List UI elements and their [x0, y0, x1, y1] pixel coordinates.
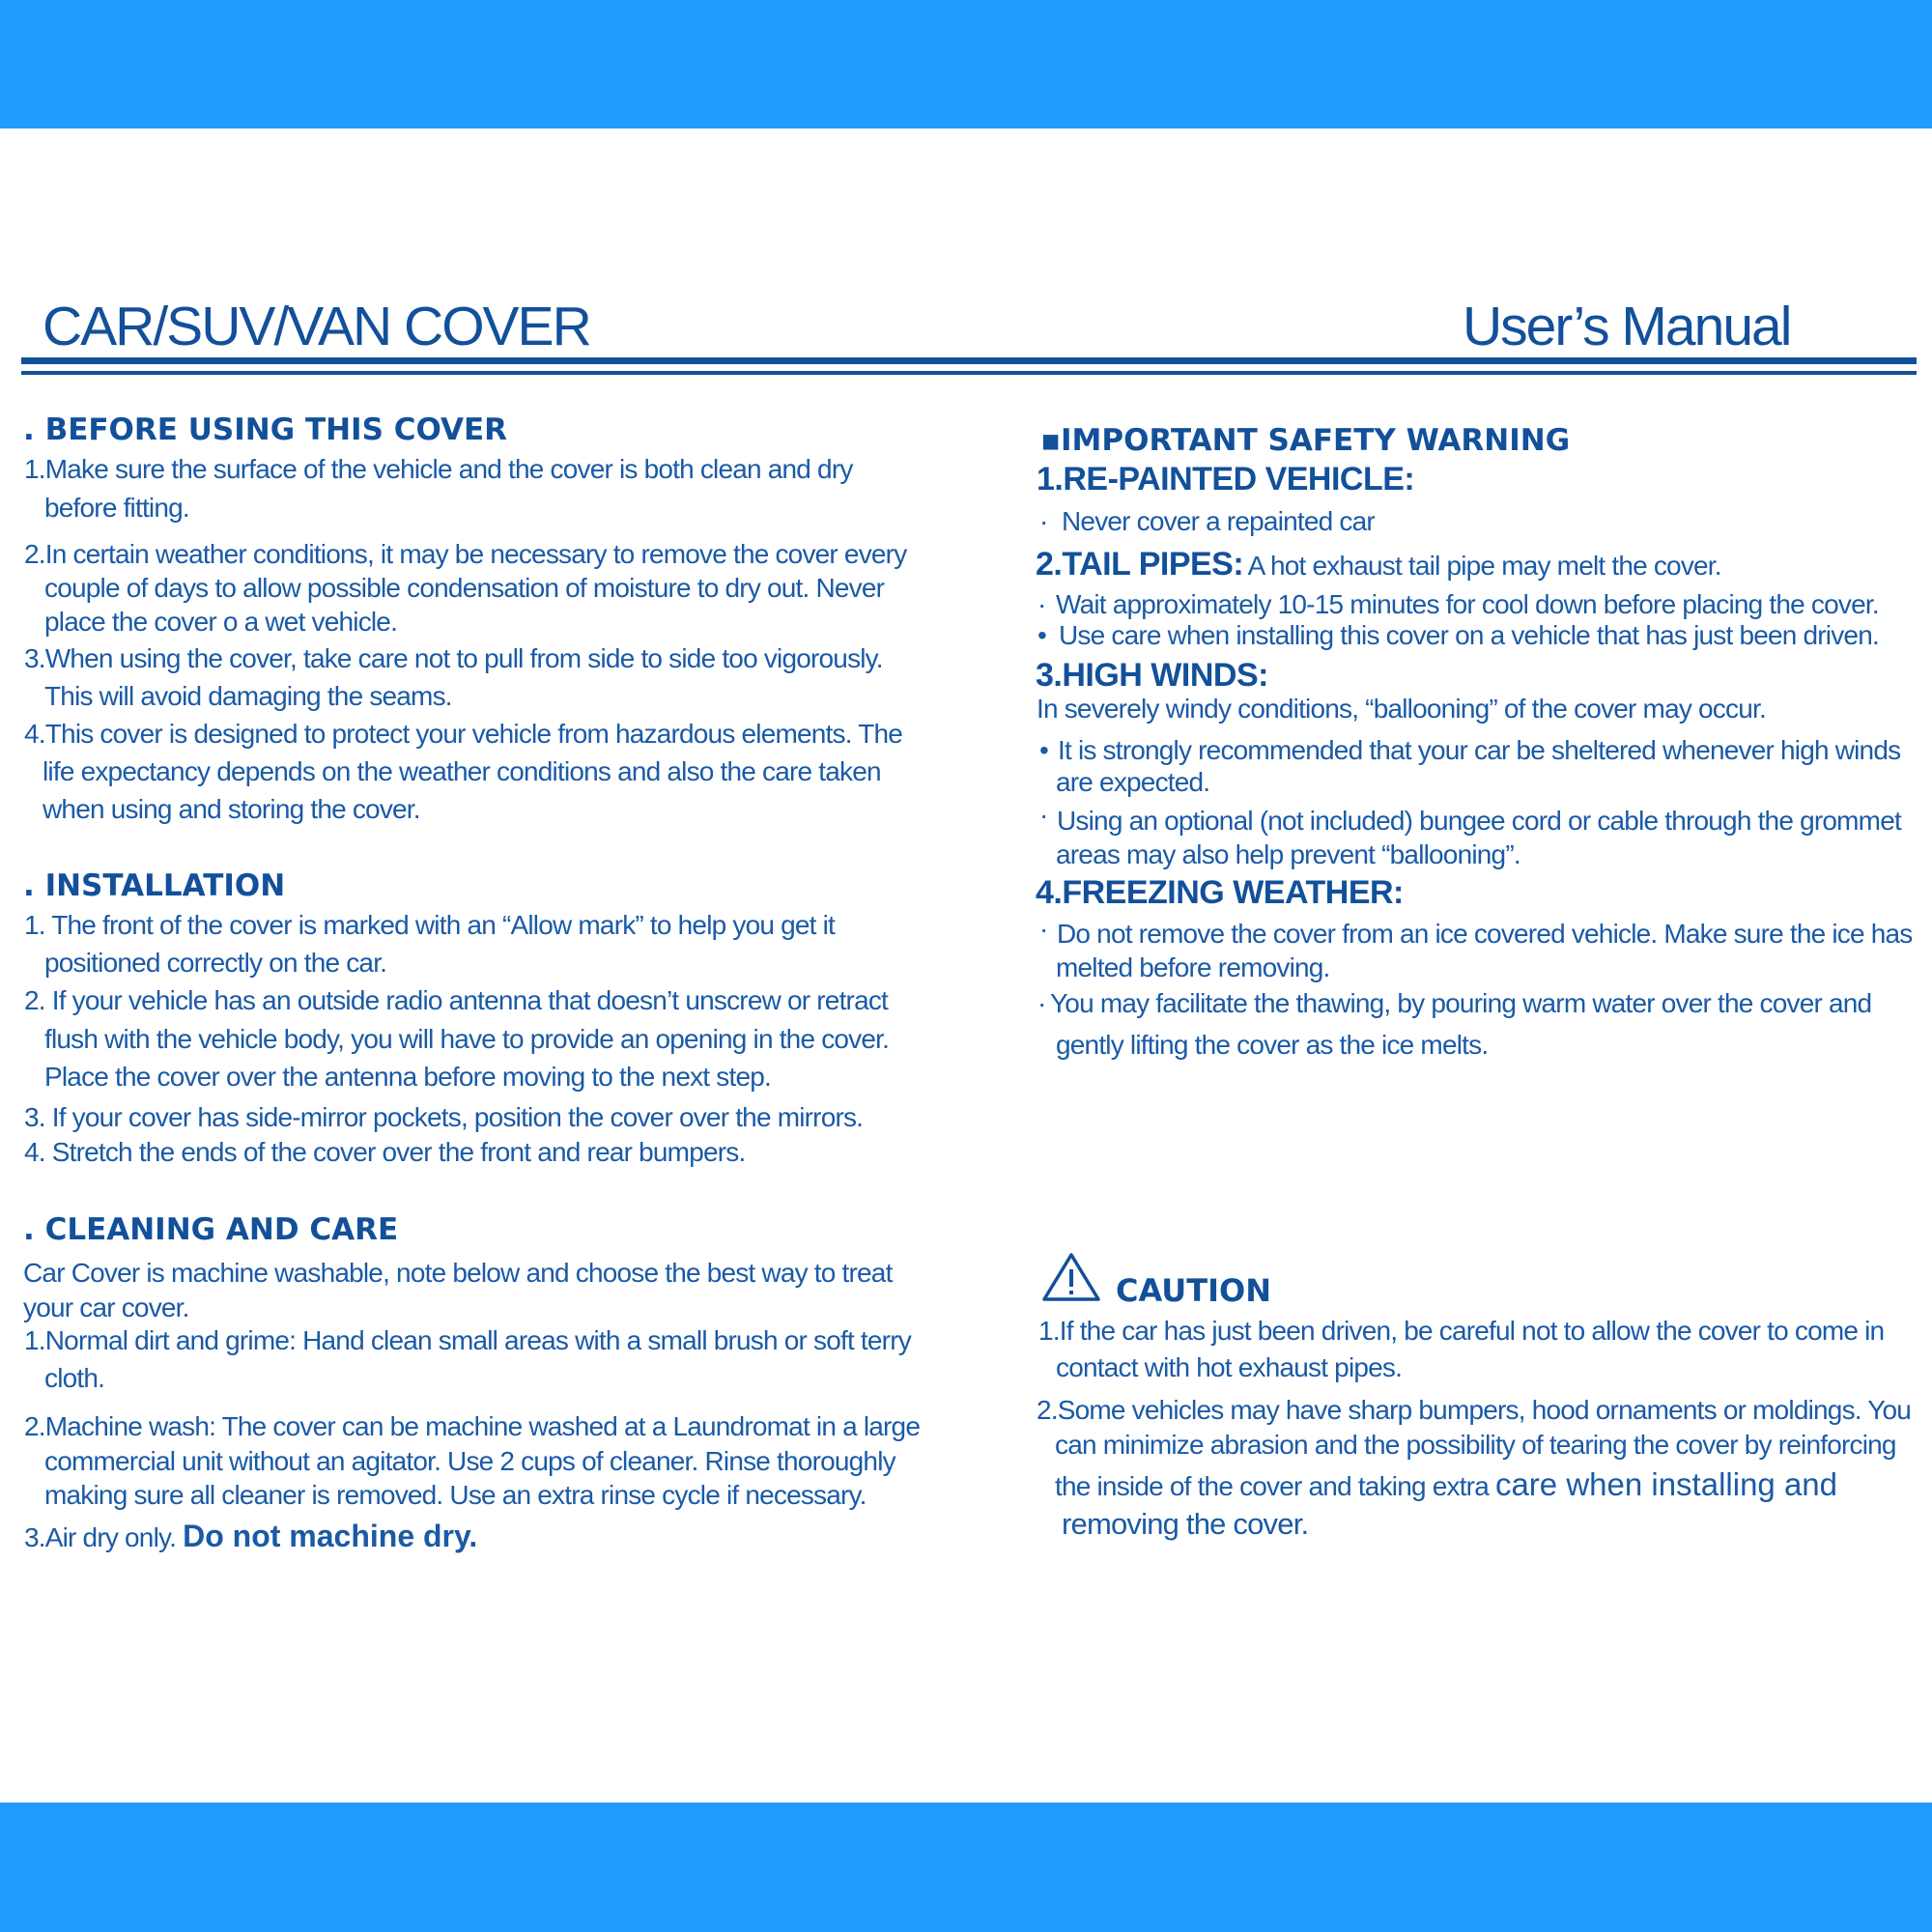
- caution-line-emphasis: care when installing and: [1494, 1466, 1838, 1502]
- bullet-mark: ·: [1039, 506, 1048, 536]
- caution-line: 1.If the car has just been driven, be careful not to allow the cover to come in: [1038, 1316, 1885, 1346]
- tail-pipes-inline: A hot exhaust tail pipe may melt the cover.: [1247, 551, 1721, 581]
- caution-heading: CAUTION: [1116, 1272, 1271, 1309]
- before-using-line: couple of days to allow possible condensation of moisture to dry out. Never: [44, 573, 885, 603]
- cleaning-last-line: [24, 1520, 477, 1551]
- bullet-mark: •: [1037, 620, 1047, 650]
- section-heading-cleaning: . CLEANING AND CARE: [23, 1212, 399, 1247]
- tail-pipes-line: [1036, 548, 1721, 581]
- cleaning-line: your car cover.: [23, 1293, 189, 1322]
- before-using-line: 2.In certain weather conditions, it may be necessary to remove the cover every: [24, 539, 907, 569]
- caution-line: can minimize abrasion and the possibility of tearing the cover by reinforcing: [1055, 1430, 1896, 1460]
- bullet-mark: ·: [1039, 914, 1048, 944]
- winds-bullet-text: are expected.: [1056, 767, 1210, 797]
- cleaning-line: Car Cover is machine washable, note below and choose the best way to treat: [23, 1258, 893, 1288]
- document-title: CAR/SUV/VAN COVER: [43, 296, 590, 357]
- winds-bullet-text: Using an optional (not included) bungee cord or cable through the grommet: [1057, 806, 1901, 836]
- bullet-mark: •: [1039, 735, 1049, 765]
- cleaning-line: cloth.: [44, 1363, 105, 1393]
- bullet-mark: ·: [1037, 589, 1046, 619]
- warning-triangle-icon: [1041, 1252, 1101, 1302]
- header-rule-thick: [21, 357, 1917, 364]
- before-using-line: place the cover o a wet vehicle.: [44, 607, 398, 637]
- tail-bullet-text: Wait approximately 10-15 minutes for cool down before placing the cover.: [1056, 589, 1879, 619]
- winds-intro: In severely windy conditions, “ballooning” of the cover may occur.: [1037, 694, 1766, 724]
- subheading-repainted: 1.RE-PAINTED VEHICLE:: [1037, 461, 1415, 497]
- subheading-tail-pipes: 2.TAIL PIPES:: [1036, 546, 1244, 582]
- before-using-line: 1.Make sure the surface of the vehicle and the cover is both clean and dry: [24, 454, 853, 484]
- section-heading-safety: ▪IMPORTANT SAFETY WARNING: [1040, 423, 1571, 458]
- installation-line: flush with the vehicle body, you will have to provide an opening in the cover.: [44, 1024, 890, 1054]
- cleaning-line: 1.Normal dirt and grime: Hand clean small areas with a small brush or soft terry: [24, 1325, 911, 1355]
- top-blue-band: [0, 0, 1932, 128]
- cleaning-line: making sure all cleaner is removed. Use an extra rinse cycle if necessary.: [44, 1480, 867, 1510]
- freeze-bullet-text: Do not remove the cover from an ice covered vehicle. Make sure the ice has: [1057, 919, 1913, 949]
- tail-bullet-text: Use care when installing this cover on a vehicle that has just been driven.: [1059, 620, 1879, 650]
- bottom-blue-band: [0, 1803, 1932, 1932]
- header-rule-thin: [21, 371, 1917, 375]
- before-using-line: before fitting.: [44, 493, 189, 523]
- before-using-line: 3.When using the cover, take care not to pull from side to side too vigorously.: [24, 643, 883, 673]
- freeze-bullet-text: melted before removing.: [1056, 952, 1330, 982]
- winds-bullet-text: areas may also help prevent “ballooning”.: [1056, 839, 1520, 869]
- installation-line: Place the cover over the antenna before moving to the next step.: [44, 1062, 771, 1092]
- freeze-bullet-text: gently lifting the cover as the ice melts.: [1056, 1030, 1489, 1060]
- before-using-line: 4.This cover is designed to protect your vehicle from hazardous elements. The: [24, 719, 903, 749]
- cleaning-line: commercial unit without an agitator. Use 2 cups of cleaner. Rinse thoroughly: [44, 1446, 895, 1476]
- subheading-freezing: 4.FREEZING WEATHER:: [1036, 874, 1404, 911]
- before-using-line: This will avoid damaging the seams.: [44, 681, 452, 711]
- caution-line: removing the cover.: [1062, 1507, 1309, 1541]
- installation-line: positioned correctly on the car.: [44, 948, 387, 978]
- section-heading-installation: . INSTALLATION: [23, 868, 286, 903]
- caution-line-prefix: the inside of the cover and taking extra: [1055, 1471, 1489, 1501]
- installation-line: 2. If your vehicle has an outside radio antenna that doesn’t unscrew or retract: [24, 985, 889, 1015]
- cleaning-last-emphasis: Do not machine dry.: [183, 1519, 478, 1553]
- before-using-line: when using and storing the cover.: [43, 794, 420, 824]
- document-subtitle: User’s Manual: [1463, 296, 1791, 357]
- subheading-high-winds: 3.HIGH WINDS:: [1036, 657, 1268, 694]
- section-heading-before-using: . BEFORE USING THIS COVER: [23, 412, 508, 447]
- bullet-mark: ·: [1039, 800, 1048, 830]
- installation-line: 3. If your cover has side-mirror pockets, position the cover over the mirrors.: [24, 1102, 864, 1132]
- cleaning-last-prefix: 3.Air dry only.: [24, 1522, 177, 1552]
- winds-bullet-text: It is strongly recommended that your car be sheltered whenever high winds: [1058, 735, 1901, 765]
- caution-line: contact with hot exhaust pipes.: [1056, 1352, 1403, 1382]
- bullet-mark: ·: [1037, 988, 1046, 1018]
- repainted-text: Never cover a repainted car: [1062, 506, 1375, 536]
- before-using-line: life expectancy depends on the weather conditions and also the care taken: [43, 756, 881, 786]
- caution-line: [1055, 1468, 1837, 1500]
- freeze-bullet-text: You may facilitate the thawing, by pouring warm water over the cover and: [1050, 988, 1872, 1018]
- cleaning-line: 2.Machine wash: The cover can be machine washed at a Laundromat in a large: [24, 1411, 921, 1441]
- caution-line: 2.Some vehicles may have sharp bumpers, hood ornaments or moldings. You: [1037, 1395, 1912, 1425]
- installation-line: 4. Stretch the ends of the cover over the front and rear bumpers.: [24, 1137, 746, 1167]
- installation-line: 1. The front of the cover is marked with an “Allow mark” to help you get it: [24, 910, 835, 940]
